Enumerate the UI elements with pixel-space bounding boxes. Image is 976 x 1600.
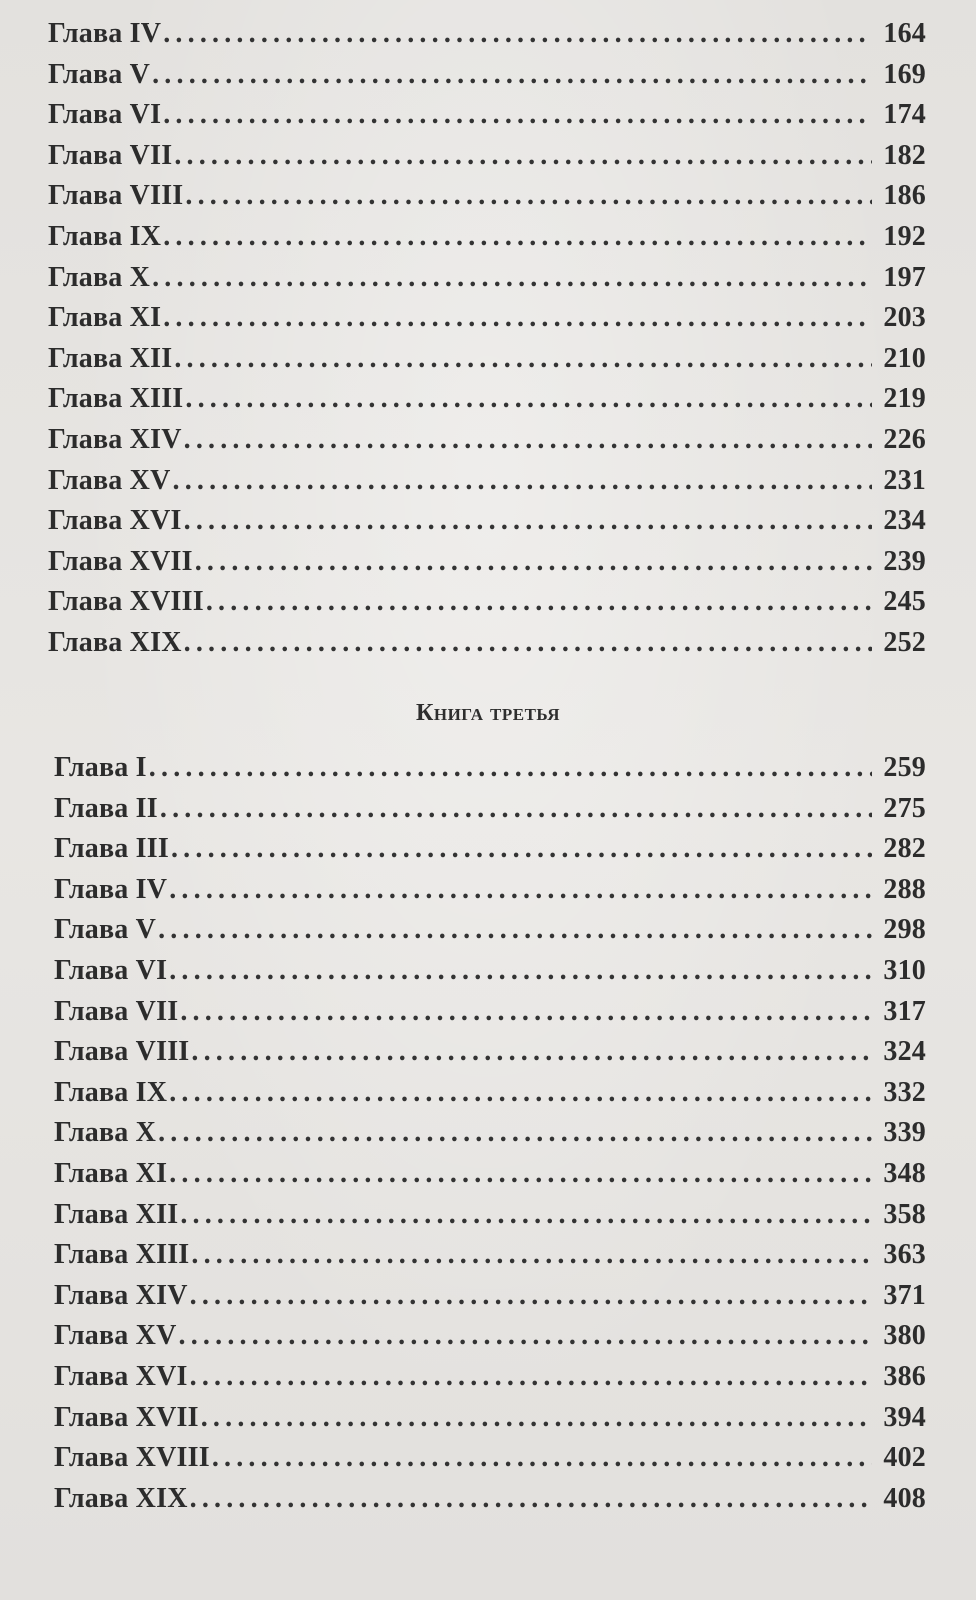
toc-entry (54, 752, 926, 793)
toc-entry (54, 1483, 926, 1524)
toc-entry (48, 140, 926, 181)
dot-leader (173, 465, 872, 497)
page-number: 371 (883, 1279, 926, 1311)
page-number: 182 (883, 139, 926, 171)
page-number: 363 (883, 1239, 926, 1271)
dot-leader (206, 586, 872, 618)
chapter-title: Глава XIX (48, 626, 182, 658)
page-number: 288 (883, 873, 926, 905)
page-number: 210 (883, 342, 926, 374)
chapter-title: Глава XV (48, 464, 171, 496)
dot-leader (184, 505, 872, 537)
dot-leader (160, 793, 872, 825)
dot-leader (158, 914, 872, 946)
toc-entry (48, 180, 926, 221)
dot-leader (152, 59, 872, 91)
chapter-title: Глава IV (54, 873, 168, 905)
toc-entry (54, 1077, 926, 1118)
chapter-title: Глава XII (54, 1198, 179, 1230)
chapter-title: Глава XV (54, 1320, 177, 1352)
toc-entry (48, 424, 926, 465)
chapter-title: Глава XIII (48, 383, 184, 415)
dot-leader (185, 180, 872, 212)
toc-entry (48, 59, 926, 100)
page-number: 197 (883, 261, 926, 293)
toc-entry (48, 546, 926, 587)
dot-leader (158, 1117, 872, 1149)
page-number: 234 (883, 505, 926, 537)
page-number: 231 (883, 464, 926, 496)
page-number: 192 (883, 220, 926, 252)
dot-leader (212, 1442, 872, 1474)
toc-entry (48, 627, 926, 668)
page-number: 394 (883, 1401, 926, 1433)
chapter-title: Глава XIV (48, 423, 182, 455)
page-number: 310 (883, 954, 926, 986)
chapter-title: Глава II (54, 792, 158, 824)
page-number: 174 (883, 99, 926, 131)
dot-leader (169, 1077, 872, 1109)
chapter-title: Глава VIII (48, 180, 184, 212)
chapter-title: Глава VI (48, 99, 162, 131)
chapter-title: Глава XVII (48, 545, 193, 577)
toc-entry (48, 99, 926, 140)
dot-leader (184, 627, 872, 659)
chapter-title: Глава I (54, 752, 147, 783)
toc-entry (54, 793, 926, 834)
chapter-title: Глава XI (48, 302, 162, 334)
toc-entry (54, 996, 926, 1037)
toc-entry (48, 221, 926, 262)
toc-entry (54, 874, 926, 915)
dot-leader (190, 1483, 872, 1515)
dot-leader (185, 383, 872, 415)
page-number: 324 (883, 1036, 926, 1068)
page-number: 245 (883, 586, 926, 618)
table-of-contents-book-three (54, 752, 926, 1523)
page-number: 298 (883, 914, 926, 946)
chapter-title: Глава X (54, 1117, 157, 1149)
page-number: 339 (883, 1117, 926, 1149)
chapter-title: Глава VII (48, 139, 173, 171)
dot-leader (163, 18, 872, 50)
toc-entry (54, 1442, 926, 1483)
page-number: 348 (883, 1157, 926, 1189)
page-number: 252 (883, 626, 926, 658)
dot-leader (163, 302, 872, 334)
chapter-title: Глава XII (48, 342, 173, 374)
dot-leader (169, 955, 872, 987)
chapter-title: Глава IX (48, 220, 162, 252)
dot-leader (191, 1036, 872, 1068)
toc-entry (54, 1036, 926, 1077)
toc-entry (54, 1117, 926, 1158)
page-number: 169 (883, 58, 926, 90)
page-number: 186 (883, 180, 926, 212)
dot-leader (184, 424, 872, 456)
page-number: 226 (883, 423, 926, 455)
toc-entry (48, 465, 926, 506)
dot-leader (169, 874, 872, 906)
dot-leader (152, 262, 872, 294)
chapter-title: Глава XVII (54, 1401, 199, 1433)
chapter-title: Глава XVIII (48, 586, 204, 618)
toc-entry (48, 18, 926, 59)
chapter-title: Глава XIV (54, 1279, 188, 1311)
toc-entry (48, 505, 926, 546)
chapter-title: Глава X (48, 261, 151, 293)
chapter-title: Глава XVI (48, 505, 182, 537)
page-number: 219 (883, 383, 926, 415)
chapter-title: Глава XVI (54, 1360, 188, 1392)
page-number: 239 (883, 545, 926, 577)
toc-entry (54, 1320, 926, 1361)
toc-entry (54, 1158, 926, 1199)
chapter-title: Глава VII (54, 995, 179, 1027)
toc-entry (54, 1361, 926, 1402)
chapter-title: Глава IV (48, 18, 162, 49)
chapter-title: Глава XVIII (54, 1442, 210, 1474)
page-number: 317 (883, 995, 926, 1027)
dot-leader (171, 833, 872, 865)
chapter-title: Глава XIX (54, 1482, 188, 1514)
chapter-title: Глава XI (54, 1157, 168, 1189)
page-number: 358 (883, 1198, 926, 1230)
page-number: 402 (883, 1442, 926, 1474)
dot-leader (195, 546, 872, 578)
dot-leader (163, 99, 872, 131)
dot-leader (201, 1402, 872, 1434)
toc-entry (48, 586, 926, 627)
dot-leader (149, 752, 872, 784)
page-number: 380 (883, 1320, 926, 1352)
dot-leader (190, 1280, 872, 1312)
toc-entry (54, 1239, 926, 1280)
dot-leader (180, 1199, 872, 1231)
chapter-title: Глава III (54, 833, 169, 865)
chapter-title: Глава IX (54, 1076, 168, 1108)
page-number: 386 (883, 1360, 926, 1392)
page-number: 259 (883, 752, 926, 783)
toc-entry (54, 1280, 926, 1321)
page-number: 164 (883, 18, 926, 49)
chapter-title: Глава VI (54, 954, 168, 986)
page-number: 275 (883, 792, 926, 824)
toc-entry (48, 262, 926, 303)
dot-leader (191, 1239, 872, 1271)
dot-leader (163, 221, 872, 253)
toc-entry (48, 302, 926, 343)
dot-leader (174, 140, 872, 172)
page-number: 203 (883, 302, 926, 334)
chapter-title: Глава VIII (54, 1036, 190, 1068)
toc-entry (54, 1199, 926, 1240)
page-number: 408 (883, 1482, 926, 1514)
toc-entry (54, 914, 926, 955)
page-number: 332 (883, 1076, 926, 1108)
toc-entry (48, 343, 926, 384)
dot-leader (179, 1320, 872, 1352)
section-heading: Книга третья (415, 700, 561, 726)
chapter-title: Глава XIII (54, 1239, 190, 1271)
toc-entry (48, 383, 926, 424)
toc-entry (54, 1402, 926, 1443)
chapter-title: Глава V (48, 58, 151, 90)
dot-leader (174, 343, 872, 375)
toc-entry (54, 955, 926, 996)
table-of-contents-part-2-continued (48, 18, 926, 668)
dot-leader (180, 996, 872, 1028)
chapter-title: Глава V (54, 914, 157, 946)
dot-leader (169, 1158, 872, 1190)
page-number: 282 (883, 833, 926, 865)
toc-entry (54, 833, 926, 874)
dot-leader (190, 1361, 872, 1393)
